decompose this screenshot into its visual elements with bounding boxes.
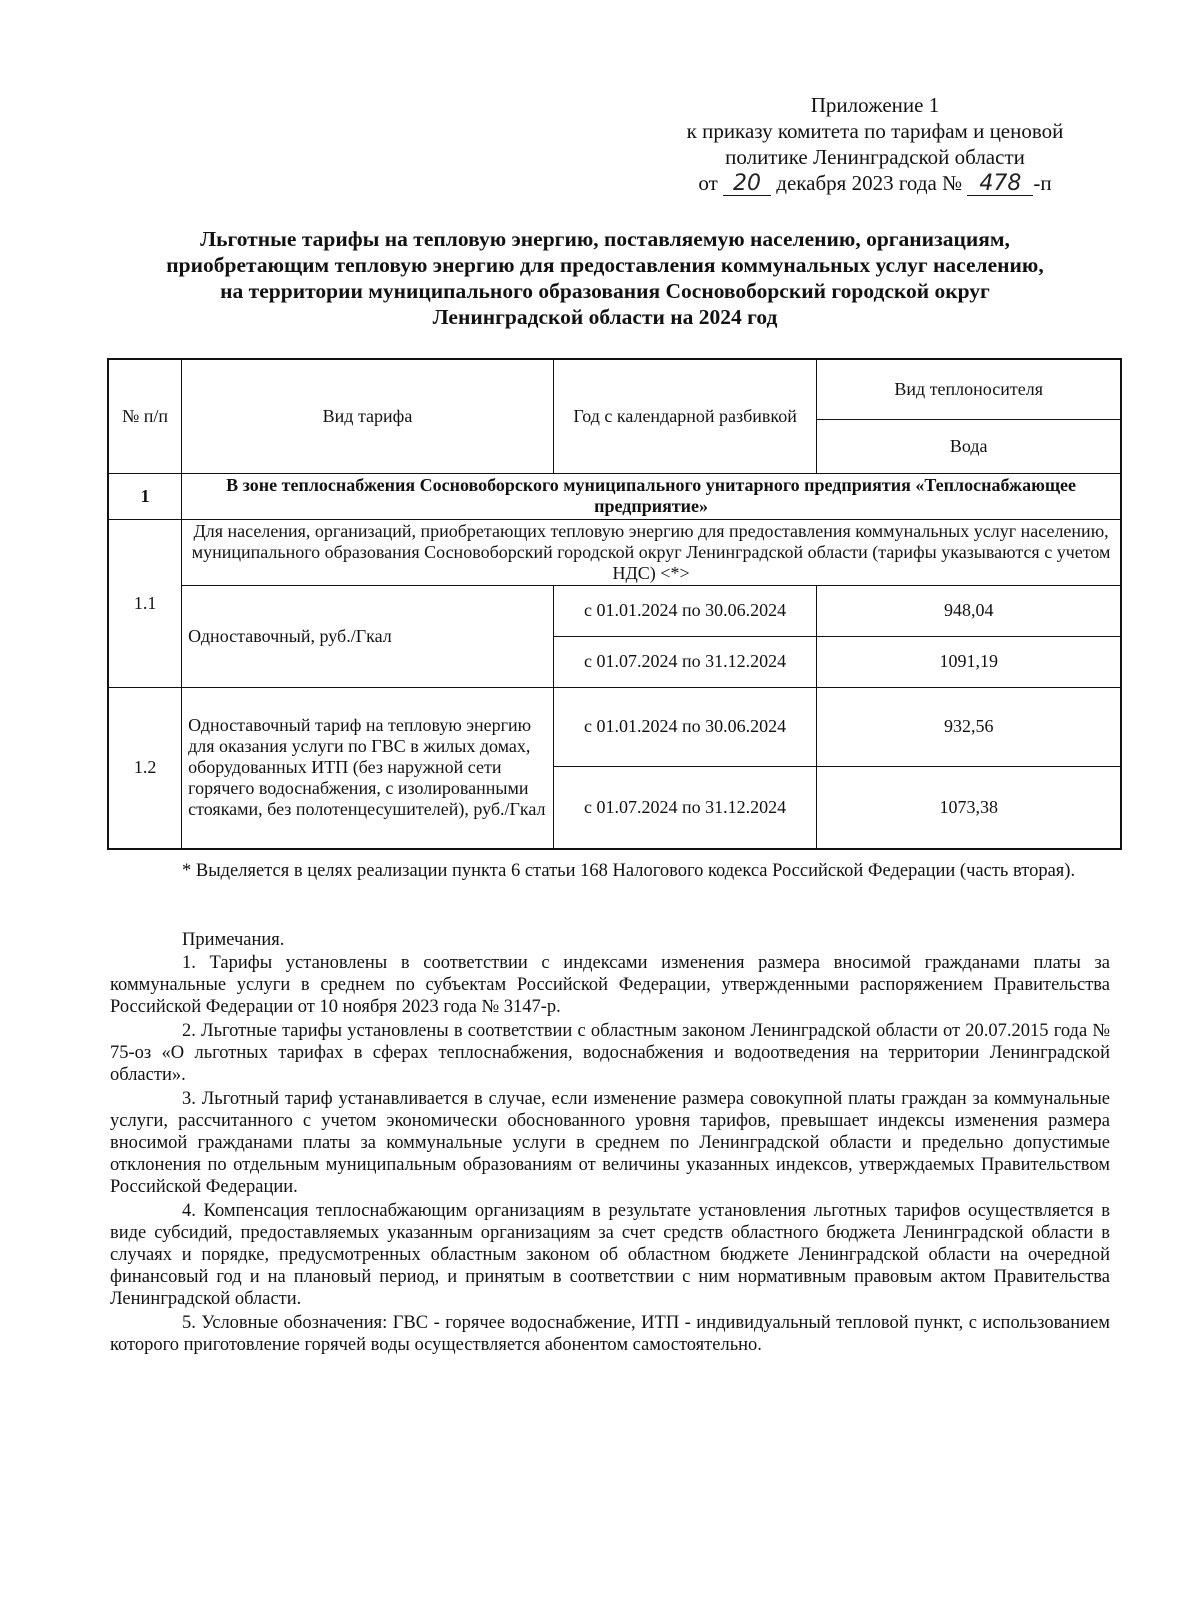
section-1-1-description-row	[108, 519, 1121, 585]
appendix-line-3: политике Ленинградской области	[725, 145, 1025, 169]
section-1-1-value-2: 1091,19	[817, 636, 1121, 687]
tariff-table	[107, 358, 1122, 850]
notes-heading: Примечания.	[182, 930, 285, 950]
note-item-4: 4. Компенсация теплоснабжающим организациям в результате установления льготных тарифов осуществляется в виде субсидий, предоставляемых указанным организациям за счет средств областного бюджета Ленинградской области в случаях и порядке, предусмотренных областным законом об областном бюджете Ленинградской области на очередной финансовый год и на плановый период, и принятым в соответствии с ним нормативным правовым актом Правительства Ленинградской области.	[110, 1201, 1110, 1309]
header-carrier: Вид теплоносителя	[817, 359, 1121, 419]
title-line-2: приобретающим тепловую энергию для предоставления коммунальных услуг населению,	[166, 253, 1044, 277]
handwritten-number: 478	[967, 173, 1033, 196]
header-water: Вода	[817, 419, 1121, 473]
zone-num: 1	[108, 473, 182, 519]
note-item-1: 1. Тарифы установлены в соответствии с индексами изменения размера вносимой гражданами платы за коммунальные услуги в среднем по субъектам Российской Федерации, утвержденными распоряжением Правительства Российской Федерации от 10 ноября 2023 года № 3147-р.	[110, 953, 1110, 1017]
appendix-date-line	[640, 170, 1110, 196]
note-item-3: 3. Льготный тариф устанавливается в случае, если изменение размера совокупной платы граждан за коммунальные услуги, рассчитанного с учетом экономически обоснованного уровня тарифов, превышает индексы изменения размера вносимой гражданами платы за коммунальные услуги в среднем по Ленинградской области и предельно допустимые отклонения по отдельным муниципальным образованиям от величины указанных индексов, утверждаемых Правительством Российской Федерации.	[110, 1089, 1110, 1197]
table-header-row	[108, 359, 1121, 419]
section-1-1-value-1: 948,04	[817, 585, 1121, 636]
note-item-5: 5. Условные обозначения: ГВС - горячее водоснабжение, ИТП - индивидуальный тепловой пункт, с использованием которого приготовление горячей воды осуществляется абонентом самостоятельно.	[110, 1313, 1110, 1355]
section-1-2-tariff: Одноставочный тариф на тепловую энергию для оказания услуги по ГВС в жилых домах, оборудованных ИТП (без наружной сети горячего водоснабжения, с изолированными стояками, без полотенцесушителей), руб./Гкал	[182, 687, 554, 849]
zone-text: В зоне теплоснабжения Сосновоборского муниципального унитарного предприятия «Теплоснабжающее предприятие»	[182, 473, 1121, 519]
zone-row	[108, 473, 1121, 519]
section-1-2-value-1: 932,56	[817, 687, 1121, 766]
note-item-2: 2. Льготные тарифы установлены в соответствии с областным законом Ленинградской области от 20.07.2015 года № 75-оз «О льготных тарифах в сферах теплоснабжения, водоснабжения и водоотведения на территории Ленинградской области».	[110, 1021, 1110, 1085]
date-prefix: от	[698, 171, 718, 195]
appendix-line-1: Приложение 1	[810, 93, 940, 117]
section-1-2-num: 1.2	[108, 687, 182, 849]
date-middle: декабря 2023 года №	[776, 171, 963, 195]
section-1-2-value-2: 1073,38	[817, 766, 1121, 849]
section-1-1-description: Для населения, организаций, приобретающих тепловую энергию для предоставления коммунальных услуг населению, муниципального образования Сосновоборский городской округ Ленинградской области (тарифы указываются с учетом НДС) <*>	[182, 519, 1121, 585]
section-1-2-period-1: с 01.01.2024 по 30.06.2024	[553, 687, 817, 766]
section-1-1-period-2: с 01.07.2024 по 31.12.2024	[553, 636, 817, 687]
section-1-1-tariff: Одноставочный, руб./Гкал	[182, 585, 554, 687]
appendix-line-2: к приказу комитета по тарифам и ценовой	[686, 119, 1064, 143]
section-1-1-num: 1.1	[108, 519, 182, 687]
section-1-1-period-1: с 01.01.2024 по 30.06.2024	[553, 585, 817, 636]
table-row	[108, 687, 1121, 766]
document-title	[90, 226, 1120, 330]
title-line-4: Ленинградской области на 2024 год	[432, 305, 778, 329]
number-suffix: -п	[1033, 171, 1052, 195]
section-1-2-period-2: с 01.07.2024 по 31.12.2024	[553, 766, 817, 849]
table-row	[108, 585, 1121, 636]
title-line-3: на территории муниципального образования Сосновоборский городской округ	[220, 279, 990, 303]
footnote: * Выделяется в целях реализации пункта 6 статьи 168 Налогового кодекса Российской Федерации (часть вторая).	[182, 861, 1076, 881]
header-year: Год с календарной разбивкой	[553, 359, 817, 473]
appendix-header	[640, 92, 1110, 196]
header-num: № п/п	[108, 359, 182, 473]
header-tariff-type: Вид тарифа	[182, 359, 554, 473]
title-line-1: Льготные тарифы на тепловую энергию, поставляемую населению, организациям,	[200, 227, 1010, 251]
notes-section	[110, 929, 1110, 1358]
handwritten-day: 20	[723, 173, 771, 196]
